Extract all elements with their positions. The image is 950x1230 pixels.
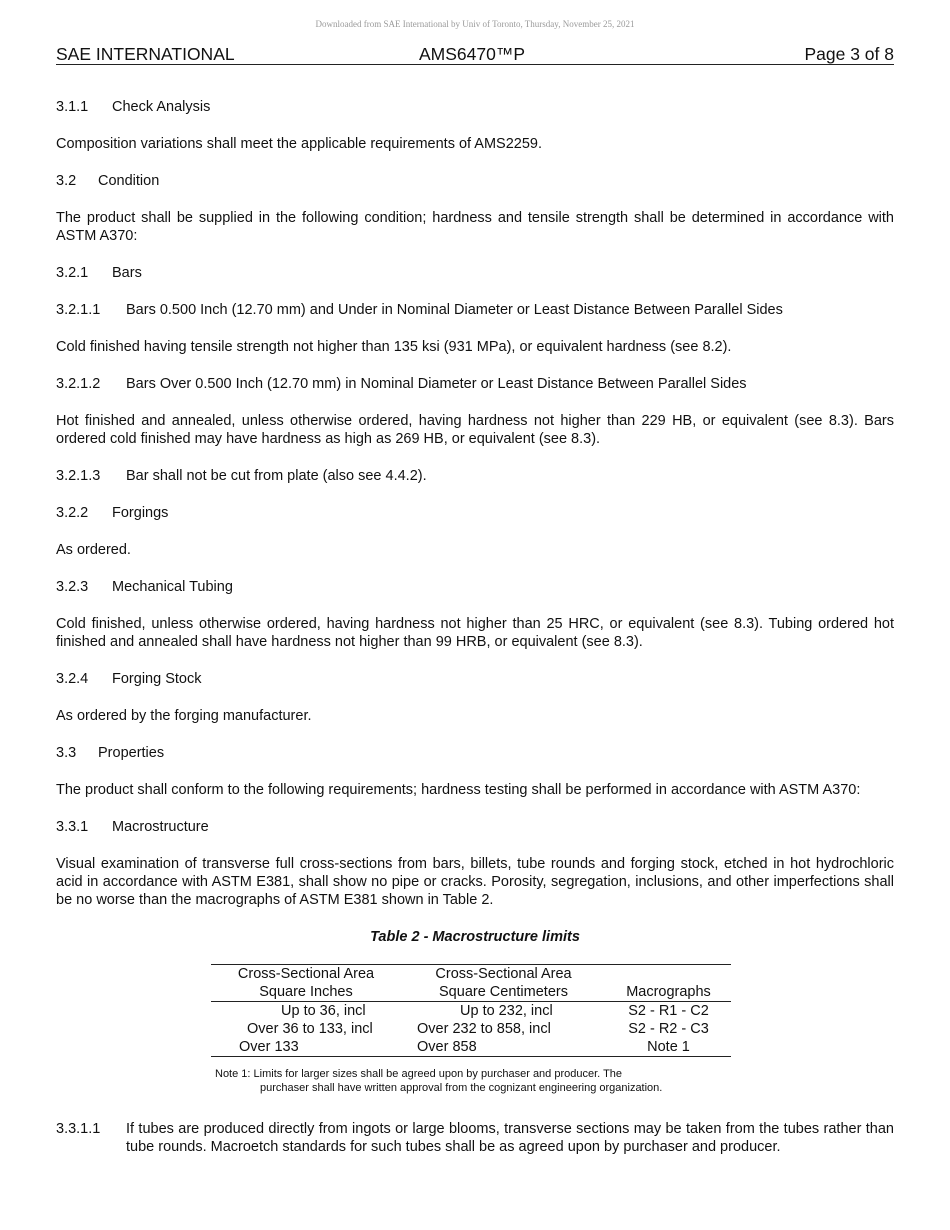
macrostructure-table bbox=[211, 964, 731, 1057]
table-cell: S2 - R1 - C2 bbox=[628, 1003, 709, 1019]
section-heading bbox=[56, 744, 894, 762]
table-cell: S2 - R2 - C3 bbox=[628, 1021, 709, 1037]
table-header: Cross-Sectional Area bbox=[435, 966, 572, 982]
table-cell: Over 36 to 133, incl bbox=[247, 1021, 373, 1037]
table-cell: Over 858 bbox=[417, 1039, 477, 1055]
paragraph: As ordered. bbox=[56, 542, 131, 558]
table-caption: Table 2 - Macrostructure limits bbox=[370, 929, 580, 945]
table-cell: Up to 232, incl bbox=[460, 1003, 553, 1019]
section-number: 3.3.1 bbox=[56, 819, 89, 835]
table-header: Square Centimeters bbox=[401, 983, 606, 1002]
paragraph: Cold finished, unless otherwise ordered, having hardness not higher than 25 HRC, or equivalent (see 8.3). Tubing ordered hot finished and annealed shall have hardness not higher than 99 HRB, or equivalent (see 8.3). bbox=[56, 616, 894, 650]
table-note bbox=[215, 1067, 755, 1095]
header-page-number: Page 3 of 8 bbox=[804, 44, 894, 64]
section-number: 3.1.1 bbox=[56, 99, 89, 115]
table-note-line: purchaser shall have written approval from the cognizant engineering organization. bbox=[260, 1082, 663, 1094]
section-title: Forging Stock bbox=[112, 671, 202, 687]
section-number: 3.2 bbox=[56, 173, 77, 189]
paragraph: Composition variations shall meet the applicable requirements of AMS2259. bbox=[56, 136, 543, 152]
table-cell: Over 133 bbox=[239, 1039, 299, 1055]
table-row bbox=[211, 1038, 731, 1057]
section-number: 3.2.1.3 bbox=[56, 468, 101, 484]
section-title: Check Analysis bbox=[112, 99, 211, 115]
paragraph: Visual examination of transverse full cross-sections from bars, billets, tube rounds and forging stock, etched in hot hydrochloric acid in accordance with ASTM E381, shall show no pipe or cracks. Porosity, segregation, inclusions, and other imperfections shall be no worse than the macrographs of ASTM E381 shown in Table 2. bbox=[56, 856, 894, 908]
page-header bbox=[56, 44, 894, 65]
table-cell: Note 1 bbox=[647, 1039, 690, 1055]
section-number: 3.3.1.1 bbox=[56, 1121, 101, 1137]
section-title: Bars 0.500 Inch (12.70 mm) and Under in Nominal Diameter or Least Distance Between Parallel Sides bbox=[126, 302, 783, 318]
section-heading bbox=[56, 98, 894, 116]
section-heading bbox=[56, 375, 894, 393]
section-number: 3.3 bbox=[56, 745, 77, 761]
section-number: 3.2.4 bbox=[56, 671, 89, 687]
section-number: 3.2.1 bbox=[56, 265, 89, 281]
section-heading bbox=[56, 504, 894, 522]
section-title: Bar shall not be cut from plate (also see 4.4.2). bbox=[126, 468, 427, 484]
section-heading bbox=[56, 467, 894, 485]
section-number: 3.2.1.1 bbox=[56, 302, 101, 318]
table-cell: Up to 36, incl bbox=[281, 1003, 366, 1019]
section-title: Forgings bbox=[112, 505, 169, 521]
table-row bbox=[211, 1020, 731, 1038]
paragraph: The product shall be supplied in the following condition; hardness and tensile strength shall be determined in accordance with ASTM A370: bbox=[56, 210, 894, 244]
section-heading bbox=[56, 264, 894, 282]
table-header: Macrographs bbox=[606, 983, 731, 1002]
section-title: Condition bbox=[98, 173, 160, 189]
table-cell: Over 232 to 858, incl bbox=[417, 1021, 551, 1037]
section-number: 3.2.1.2 bbox=[56, 376, 101, 392]
section-title: Bars bbox=[112, 265, 142, 281]
section-number: 3.2.3 bbox=[56, 579, 89, 595]
download-watermark: Downloaded from SAE International by Univ of Toronto, Thursday, November 25, 2021 bbox=[315, 19, 635, 29]
section-title: Macrostructure bbox=[112, 819, 209, 835]
paragraph: Cold finished having tensile strength not higher than 135 ksi (931 MPa), or equivalent hardness (see 8.2). bbox=[56, 339, 732, 355]
section-heading bbox=[56, 301, 894, 319]
table-header bbox=[606, 965, 731, 984]
table-header: Square Inches bbox=[211, 983, 401, 1002]
table-header: Cross-Sectional Area bbox=[237, 966, 375, 982]
header-org: SAE INTERNATIONAL bbox=[56, 44, 235, 64]
paragraph-text: If tubes are produced directly from ingots or large blooms, transverse sections may be taken from the tubes rather than tube rounds. Macroetch standards for such tubes shall be as agreed upon by purchaser and producer. bbox=[126, 1121, 894, 1155]
section-title: Mechanical Tubing bbox=[112, 579, 233, 595]
section-title: Properties bbox=[98, 745, 165, 761]
document-body bbox=[56, 98, 894, 1156]
table-note-line: Note 1: Limits for larger sizes shall be agreed upon by purchaser and producer. The bbox=[215, 1068, 623, 1080]
paragraph: The product shall conform to the following requirements; hardness testing shall be performed in accordance with ASTM A370: bbox=[56, 782, 861, 798]
section-number: 3.2.2 bbox=[56, 505, 89, 521]
section-heading bbox=[56, 670, 894, 688]
table-row bbox=[211, 1002, 731, 1021]
paragraph: Hot finished and annealed, unless otherwise ordered, having hardness not higher than 229 HB, or equivalent (see 8.3). Bars ordered cold finished may have hardness as high as 269 HB, or equivalent (see 8.3). bbox=[56, 413, 894, 447]
section-heading bbox=[56, 172, 894, 190]
header-doc-number: AMS6470™P bbox=[419, 44, 526, 64]
paragraph: As ordered by the forging manufacturer. bbox=[56, 708, 312, 724]
section-title: Bars Over 0.500 Inch (12.70 mm) in Nominal Diameter or Least Distance Between Parallel Sides bbox=[126, 376, 747, 392]
section-heading bbox=[56, 818, 894, 836]
numbered-paragraph bbox=[56, 1120, 894, 1156]
section-heading bbox=[56, 578, 894, 596]
